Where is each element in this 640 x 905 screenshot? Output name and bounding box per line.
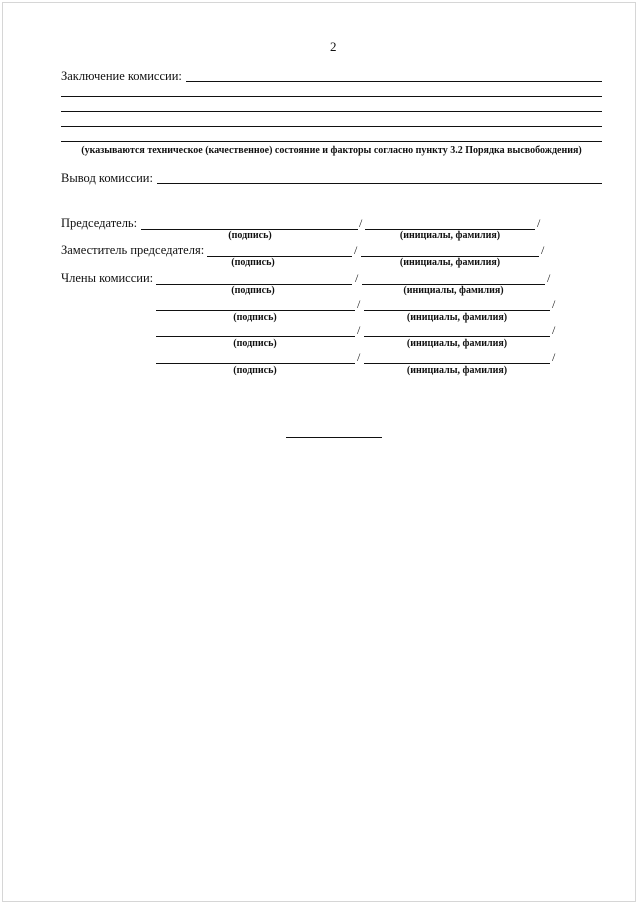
chairman-sign-caption: (подпись)	[228, 230, 272, 241]
deputy-signature-line[interactable]	[207, 256, 352, 257]
page-number: 2	[330, 39, 337, 54]
member-name-line[interactable]	[364, 363, 550, 364]
conclusion-note: (указываются техническое (качественное) состояние и факторы согласно пункту 3.2 Порядка высвобождения)	[81, 145, 582, 156]
deputy-label: Заместитель председателя:	[61, 243, 205, 257]
member-name-caption: (инициалы, фамилия)	[406, 338, 508, 349]
chairman-slash-1: /	[359, 216, 363, 230]
member-signature-line[interactable]	[156, 363, 355, 364]
member-slash-2: /	[547, 271, 551, 285]
verdict-label: Вывод комиссии:	[61, 171, 153, 185]
member-signature-line[interactable]	[156, 310, 355, 311]
member-slash-2: /	[552, 297, 556, 311]
conclusion-line-4[interactable]	[61, 126, 602, 127]
members-label: Члены комиссии:	[61, 271, 154, 285]
conclusion-line-2[interactable]	[61, 96, 602, 97]
member-name-caption: (инициалы, фамилия)	[403, 285, 504, 296]
conclusion-field-line[interactable]	[186, 81, 602, 82]
member-sign-caption: (подпись)	[233, 338, 277, 349]
deputy-slash-1: /	[354, 243, 358, 257]
member-slash-2: /	[552, 323, 556, 337]
member-name-line[interactable]	[364, 336, 550, 337]
member-signature-line[interactable]	[156, 336, 355, 337]
member-name-caption: (инициалы, фамилия)	[406, 365, 508, 376]
chairman-label: Председатель:	[61, 216, 138, 230]
deputy-sign-caption: (подпись)	[231, 257, 275, 268]
member-name-line[interactable]	[364, 310, 550, 311]
conclusion-label: Заключение комиссии:	[61, 69, 182, 83]
member-slash-1: /	[355, 271, 359, 285]
member-name-caption: (инициалы, фамилия)	[406, 312, 508, 323]
chairman-slash-2: /	[537, 216, 541, 230]
document-page	[2, 2, 636, 902]
member-slash-2: /	[552, 350, 556, 364]
member-sign-caption: (подпись)	[233, 365, 277, 376]
deputy-name-caption: (инициалы, фамилия)	[399, 257, 501, 268]
member-sign-caption: (подпись)	[233, 312, 277, 323]
member-slash-1: /	[357, 323, 361, 337]
conclusion-line-5[interactable]	[61, 141, 602, 142]
verdict-field-line[interactable]	[157, 183, 602, 184]
deputy-slash-2: /	[541, 243, 545, 257]
member-slash-1: /	[357, 297, 361, 311]
member-sign-caption: (подпись)	[231, 285, 275, 296]
chairman-name-caption: (инициалы, фамилия)	[399, 230, 501, 241]
member-slash-1: /	[357, 350, 361, 364]
conclusion-line-3[interactable]	[61, 111, 602, 112]
closing-separator	[286, 437, 382, 438]
